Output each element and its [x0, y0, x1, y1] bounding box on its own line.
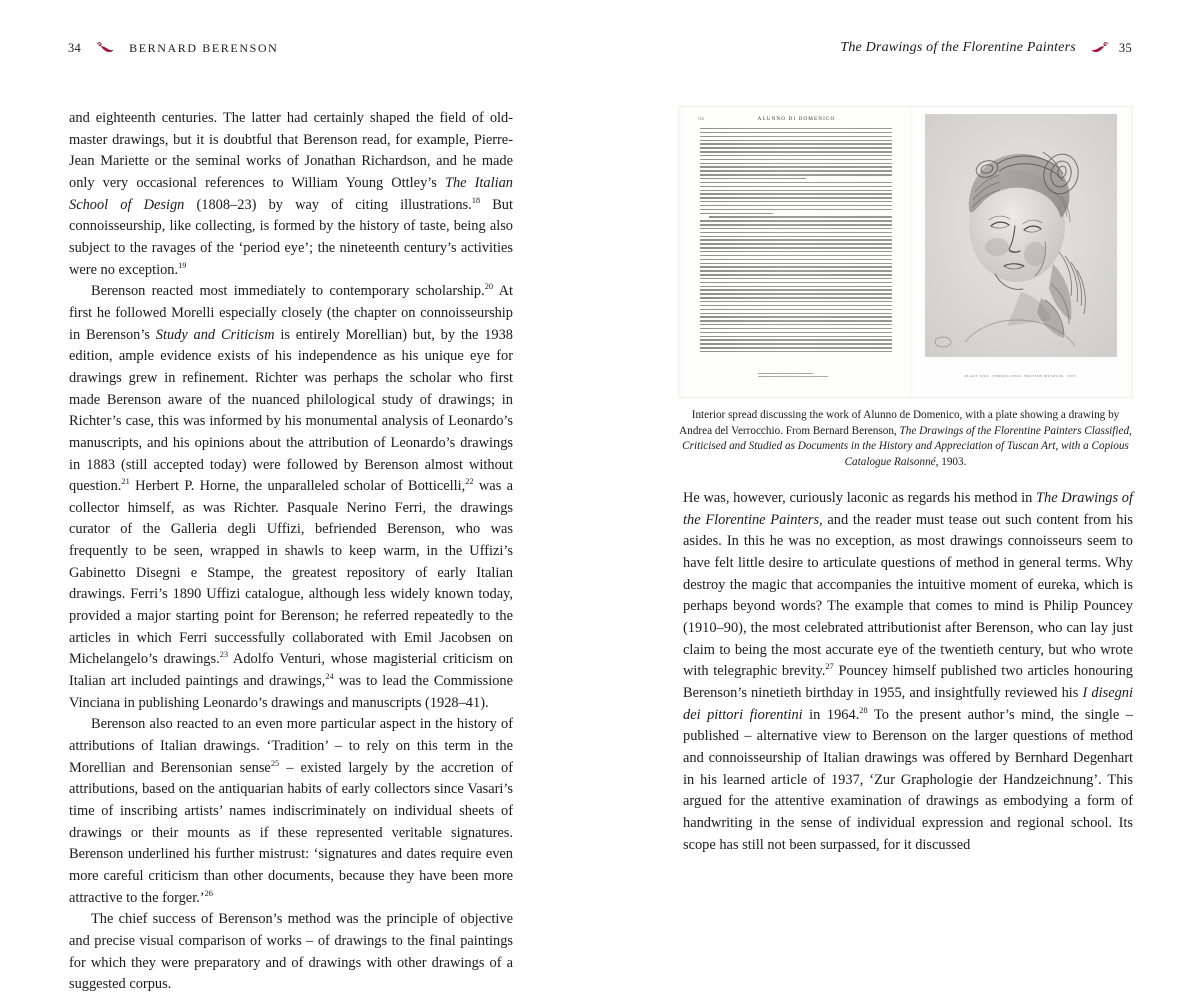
- body-text: To the present author’s mind, the single – published – alternative view to Berenson on the larger questions of method and connoisseurship of Italian drawings was offered by Bernhard Degenhart in his learned article of 1937, ‘Zur Graphologie der Handzeichnung’. This argued for the attentive examination of drawings as embodying a form of handwriting in the sense of individual expression and regional school. Its scope has still not been surpassed, for it discussed: [683, 706, 1133, 853]
- footnote-marker: 21: [121, 477, 130, 487]
- paragraph: [69, 281, 513, 714]
- plate-heading: ALUNNO DI DOMENICO: [757, 116, 836, 122]
- verrocchio-head-drawing: [925, 114, 1117, 357]
- plate-text-line: [700, 274, 892, 275]
- body-text: Adolfo Venturi, whose magisterial criticism on Italian art included paintings and drawings,: [69, 651, 514, 690]
- body-text: in 1964.: [802, 706, 860, 723]
- plate-drawing-caption: PLATE XXX. VERROCCHIO. BRITISH MUSEUM, 1903.: [964, 374, 1078, 378]
- plate-folio: 116: [698, 117, 704, 121]
- plate-footnote-line: [758, 373, 813, 374]
- footnote-marker: 18: [471, 195, 481, 205]
- plate-text-line: [700, 220, 892, 221]
- plate-text-line: [700, 320, 892, 321]
- plate-text-line: [700, 239, 892, 240]
- footnote-marker: 25: [270, 758, 280, 768]
- figure-caption: [678, 408, 1133, 470]
- running-head-title-right: The Drawings of the Florentine Painters: [840, 40, 1076, 55]
- footnote-marker: 24: [325, 672, 334, 682]
- italic-text: The Italian School of Design: [69, 174, 513, 213]
- paragraph: [683, 488, 1133, 856]
- footnote-marker: 27: [825, 662, 834, 672]
- plate-text-line: [700, 228, 892, 229]
- body-text: At first he followed Morelli especially closely (the chapter on connoisseurship in Berenson’s: [69, 283, 513, 343]
- plate-text-line: [700, 313, 892, 314]
- plate-text-page: [684, 108, 909, 396]
- plate-text-line: [700, 193, 892, 194]
- plate-text-line: [700, 205, 892, 206]
- footnote-marker: 20: [484, 282, 494, 292]
- plate-text-line: [700, 163, 892, 164]
- body-text: Herbert P. Horne, the unparalleled scholar of Botticelli,: [129, 478, 466, 495]
- plate-text-line: [700, 224, 892, 225]
- plate-text-line: [700, 332, 892, 333]
- plate-text-line: [700, 197, 892, 198]
- plate-text-line: [700, 278, 892, 279]
- plate-text-line: [700, 159, 892, 160]
- footnote-marker: 22: [465, 477, 474, 487]
- body-text: and eighteenth centuries. The latter had certainly shaped the field of old-master drawings, but it is doubtful that Berenson read, for example, Pierre-Jean Mariette or the seminal works of Jonathan Richardson, and he made only very occasional references to William Young Ottley’s: [69, 110, 513, 191]
- left-page-text-column: [69, 108, 513, 996]
- plate-text-line: [700, 190, 892, 191]
- plate-text-line: [700, 166, 892, 167]
- body-text: Berenson reacted most immediately to contemporary scholarship.: [91, 283, 485, 300]
- plate-text-line: [700, 293, 892, 294]
- plate-text-line: [700, 289, 892, 290]
- body-text: Berenson also reacted to an even more particular aspect in the history of attributions of Italian drawings. ‘Tradition’ – to rely on this term in the Morellian and Berensonian sense: [69, 716, 513, 776]
- body-text: , 1903.: [935, 455, 967, 468]
- plate-text-line: [700, 178, 806, 179]
- plate-text-line: [700, 259, 892, 260]
- body-text: He was, however, curiously laconic as regards his method in: [683, 490, 1037, 506]
- plate-text-line: [700, 136, 892, 137]
- body-text: (1808–23) by way of citing illustrations.: [184, 196, 472, 213]
- figure-block: [678, 106, 1133, 470]
- plate-text-line: [700, 201, 892, 202]
- plate-text-line: [700, 266, 892, 267]
- plate-text-line: [700, 232, 892, 233]
- paragraph: [69, 108, 513, 281]
- plate-drawing-page: [915, 108, 1127, 396]
- plate-text-line: [700, 324, 892, 325]
- plate-text-line: [700, 186, 892, 187]
- body-text: , and the reader must tease out such content from his asides. In this he was no exception, as most drawings connoisseurs seem to have felt little desire to articulate questions of method in general terms. Why destroy the magic that accompanies the intuitive moment of eureka, which is perhaps beyond words? The example that comes to mind is Philip Pouncey (1910–90), the most celebrated attributionist after Berenson, who can lay just claim to being the most accurate eye of the twentieth century, but who wrote with telegraphic brevity.: [683, 511, 1133, 680]
- plate-text-line: [700, 213, 773, 214]
- right-page-text-column: [683, 488, 1133, 856]
- plate-text-line: [700, 182, 892, 183]
- running-head-left: [68, 38, 278, 58]
- plate-text-line: [700, 140, 892, 141]
- plate-text-line: [700, 309, 892, 310]
- plate-footnotes: [758, 373, 858, 379]
- body-text: – existed largely by the accretion of attributions, based on the antiquarian habits of early collectors since Vasari’s time of inscribing artists’ names indiscriminately on individual sheets of drawings or their mounts as if these represented veritable signatures. Berenson underlined his further mistrust: ‘signatures and dates require even more careful criticism than other documents, because they have been more attractive to the forger.’: [69, 759, 513, 906]
- leaf-fleuron-icon-left: [95, 41, 115, 55]
- body-text: Interior spread discussing the work of Alunno de Domenico, with a plate showing a drawing by Andrea del Verrocchio. From Bernard Berenson,: [679, 409, 1120, 437]
- body-text: was to lead the Commissione Vinciana in publishing Leonardo’s drawings and manuscripts (1928–41).: [69, 673, 513, 711]
- footnote-marker: 23: [219, 650, 229, 660]
- running-head-right: [840, 38, 1132, 58]
- plate-text-line: [700, 209, 892, 210]
- plate-text-line: [700, 132, 892, 133]
- body-text: is entirely Morellian) but, by the 1938 edition, ample evidence exists of his independence as his unique eye for drawings grew in refinement. Richter was perhaps the scholar who first made Berenson aware of the nuanced philological study of drawings; in Richter’s case, this was informed by his monumental analysis of Leonardo’s manuscripts, and his opinions about the attribution of Leonardo’s drawings in 1883 (still accepted today) were followed by Berenson almost without question.: [69, 326, 513, 495]
- plate-body-text: [700, 128, 892, 355]
- running-head-title-left: BERNARD BERENSON: [129, 40, 279, 55]
- plate-text-line: [700, 255, 892, 256]
- plate-text-line: [700, 151, 892, 152]
- paragraph: [69, 909, 513, 996]
- plate-text-line: [700, 270, 892, 271]
- plate-text-line: [700, 143, 892, 144]
- plate-text-line: [700, 351, 892, 352]
- footnote-marker: 28: [859, 705, 868, 715]
- footnote-marker: 19: [178, 260, 187, 270]
- plate-text-line: [700, 301, 892, 302]
- plate-text-line: [700, 336, 892, 337]
- plate-text-line: [700, 155, 892, 156]
- body-text: Pouncey himself published two articles honouring Berenson’s ninetieth birthday in 1955, and insightfully reviewed his: [683, 663, 1133, 701]
- plate-text-line: [700, 263, 892, 264]
- plate-text-line: [700, 328, 892, 329]
- plate-text-line: [709, 216, 892, 217]
- italic-text: I disegni dei pittori fiorentini: [683, 684, 1133, 723]
- footnote-marker: 26: [204, 888, 213, 898]
- body-text: was a collector himself, as was Richter. Pasquale Nerino Ferri, the drawings curator of the Galleria degli Uffizi, befriended Berenson, who was frequently to be seen, wrapped in shawls to keep warm, in the Uffizi’s Gabinetto Disegni e Stampe, the greatest repository of early Italian drawings. Ferri’s 1890 Uffizi catalogue, although less widely known today, provided a major starting point for Berenson; he referred repeatedly to the articles in which Ferri successfully collaborated with Emil Jacobsen on Michelangelo’s drawings.: [69, 478, 514, 668]
- folio-right: 35: [1118, 40, 1132, 55]
- plate-text-line: [700, 174, 892, 175]
- leaf-fleuron-icon-right: [1090, 41, 1110, 55]
- plate-text-line: [700, 347, 892, 348]
- plate-text-line: [700, 243, 892, 244]
- plate-footnote-line: [758, 376, 828, 377]
- body-text: The chief success of Berenson’s method was the principle of objective and precise visual comparison of works – of drawings to the final paintings for which they were preparatory and of drawings with other drawings of a suggested corpus.: [69, 911, 513, 993]
- plate-text-line: [700, 282, 892, 283]
- body-text: But connoisseurship, like collecting, is formed by the history of taste, being also subject to the ravages of the ‘period eye’; the nineteenth century’s activities were no exception.: [69, 196, 514, 278]
- folio-left: 34: [68, 40, 82, 55]
- plate-text-line: [700, 251, 892, 252]
- plate-text-line: [700, 305, 892, 306]
- plate-text-line: [700, 316, 892, 317]
- italic-text: The Drawings of the Florentine Painters Classified, Criticised and Studied as Documents in the History and Appreciation of Tuscan Art, with a Copious Catalogue Raisonné: [682, 424, 1132, 468]
- plate-text-line: [700, 297, 892, 298]
- plate-text-line: [700, 339, 892, 340]
- plate-text-line: [700, 128, 892, 129]
- plate-image: [678, 106, 1133, 398]
- plate-text-line: [700, 247, 892, 248]
- plate-text-line: [700, 170, 892, 171]
- plate-text-line: [700, 147, 892, 148]
- paragraph: [69, 714, 513, 909]
- plate-text-line: [700, 286, 892, 287]
- plate-text-line: [700, 343, 892, 344]
- italic-text: The Drawings of the Florentine Painters: [683, 490, 1133, 528]
- plate-text-line: [700, 236, 892, 237]
- italic-text: Study and Criticism: [155, 326, 275, 343]
